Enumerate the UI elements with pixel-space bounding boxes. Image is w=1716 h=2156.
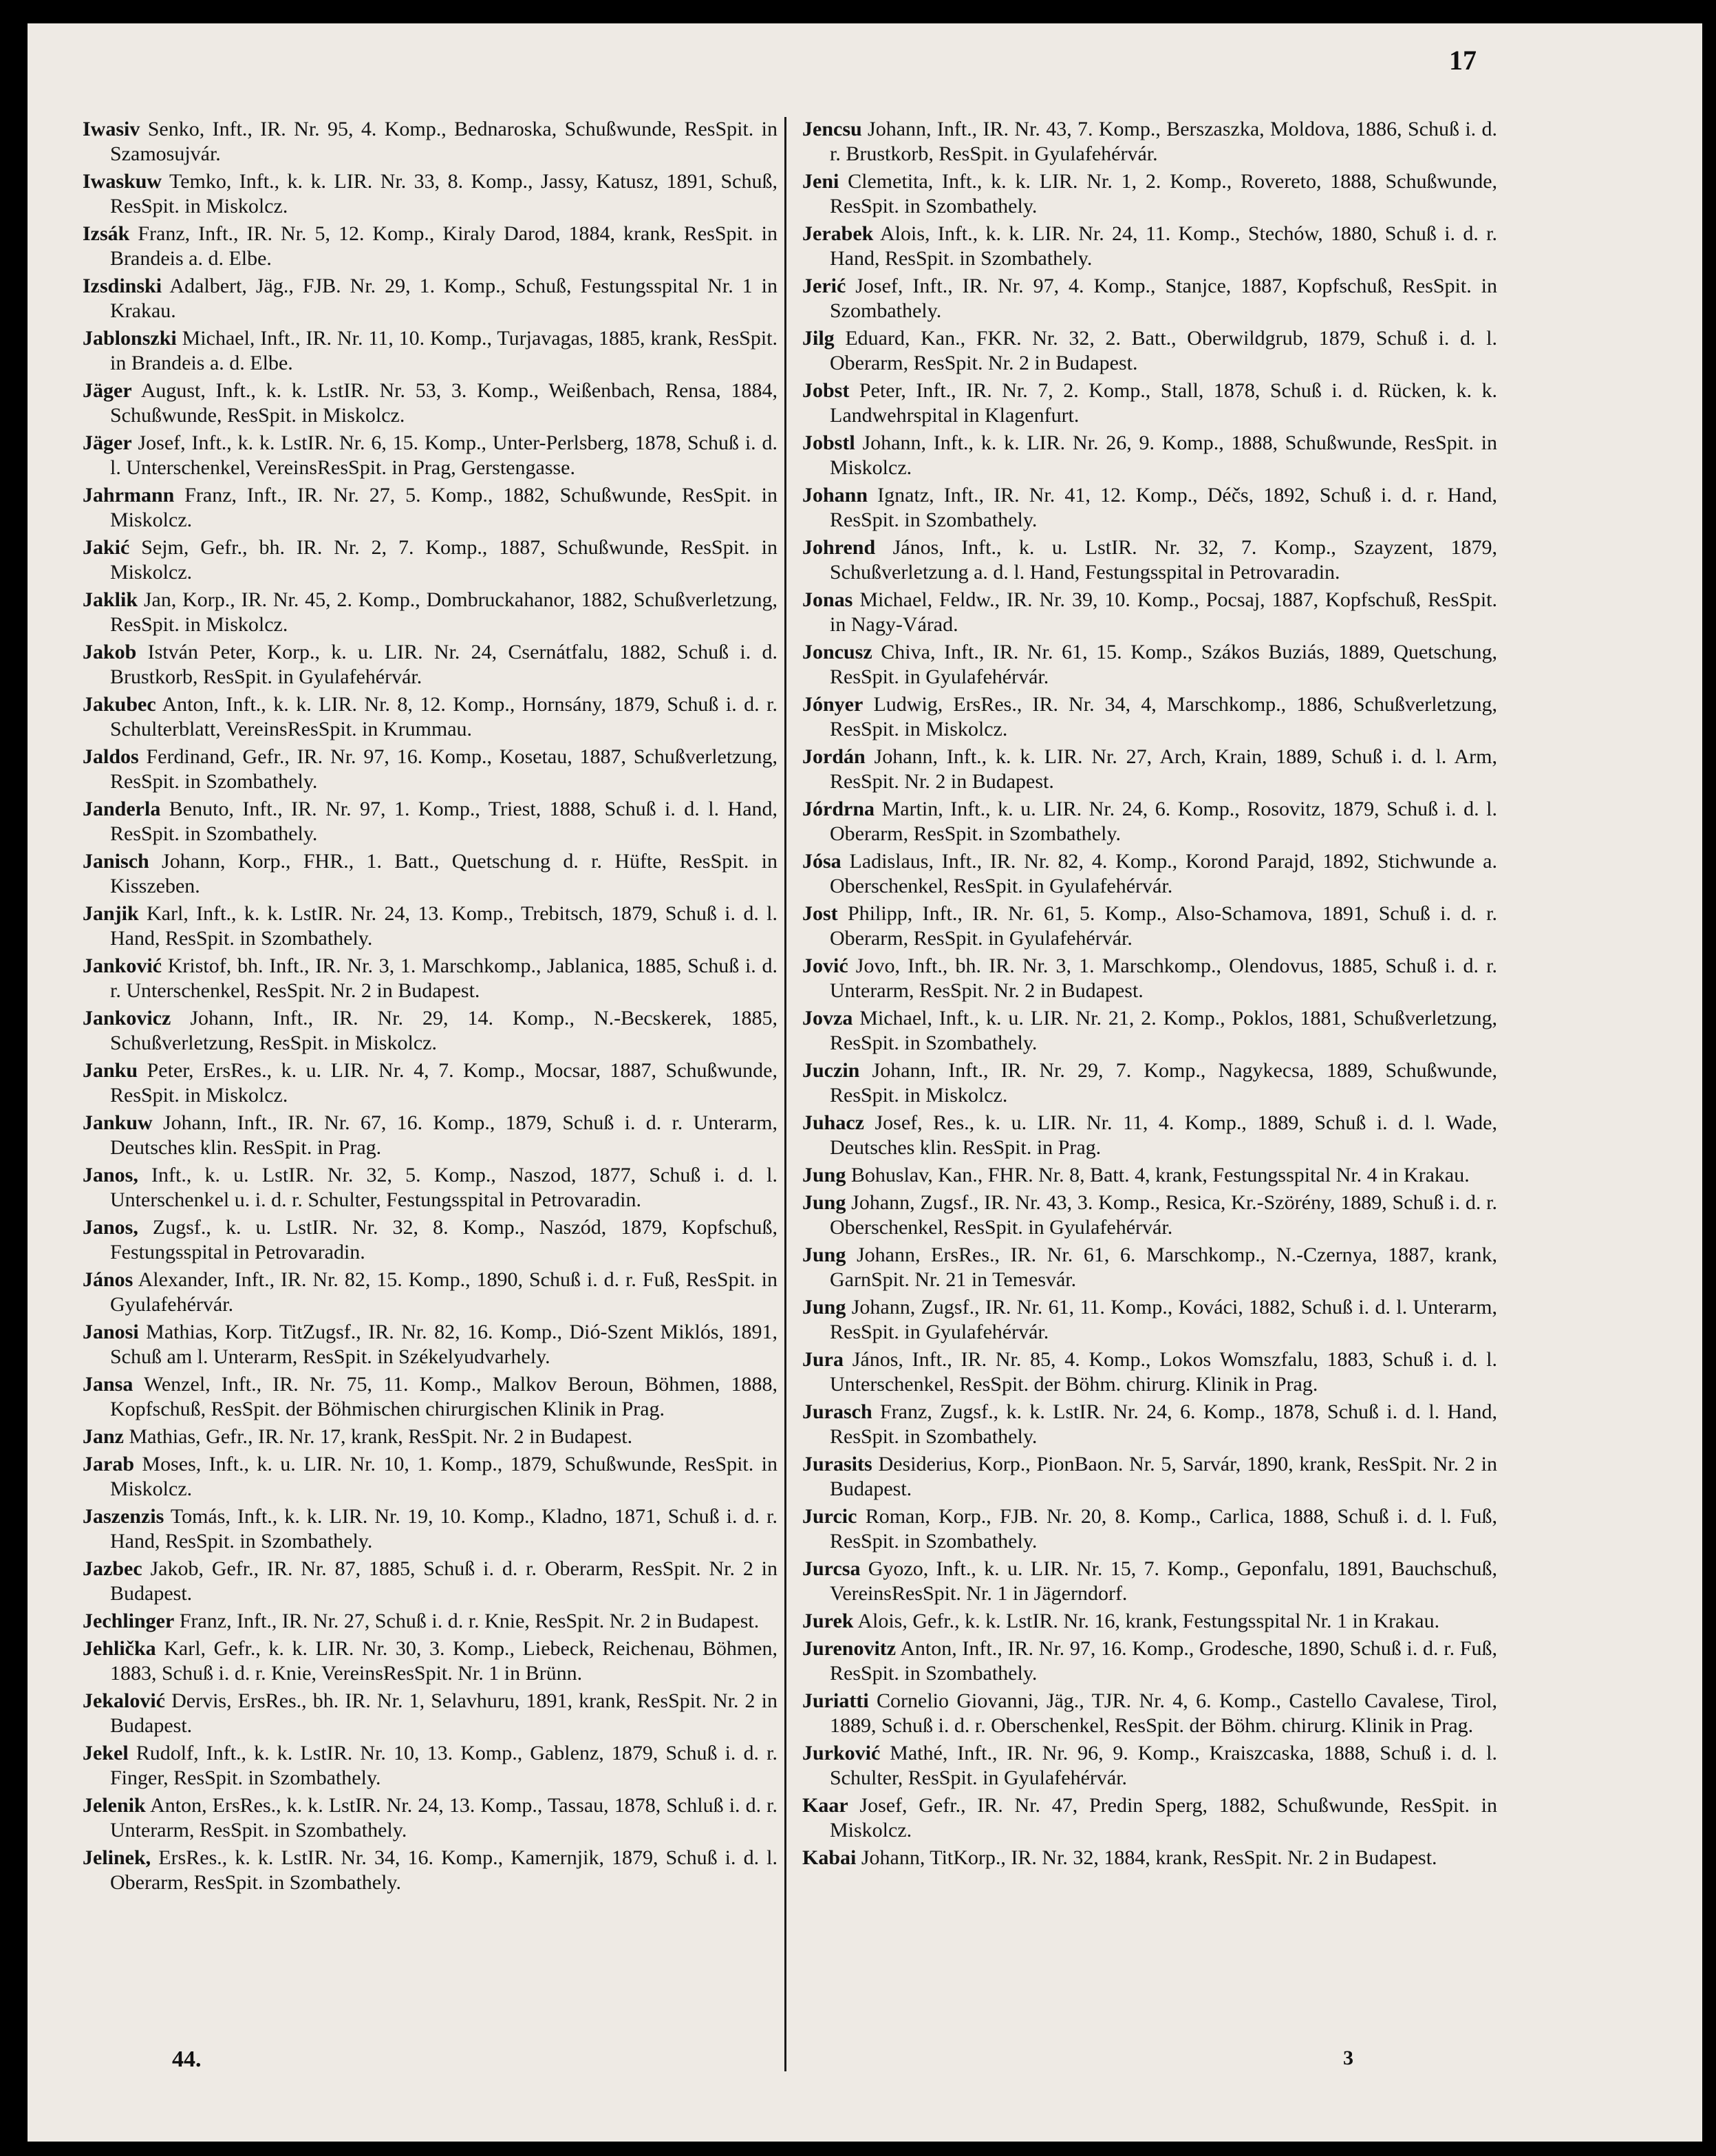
entry-name: Jurasch xyxy=(802,1400,872,1423)
entry-text: Johann, Inft., IR. Nr. 67, 16. Komp., 1879, Schuß i. d. r. Unterarm, Deutsches klin. ResSpit. in Prag. xyxy=(110,1111,778,1159)
entry-name: Jórdrna xyxy=(802,798,875,820)
entry-name: Janos, xyxy=(83,1164,138,1186)
entry-name: Jaklik xyxy=(83,588,138,611)
entry xyxy=(83,954,777,1003)
entry-text: Josef, Res., k. u. LIR. Nr. 11, 4. Komp., 1889, Schuß i. d. l. Wade, Deutsches klin. ResSpit. in Prag. xyxy=(830,1111,1497,1159)
entry xyxy=(83,1846,777,1895)
entry xyxy=(83,901,777,951)
entry-name: Juhacz xyxy=(802,1111,864,1134)
entry xyxy=(802,535,1497,585)
entry xyxy=(802,1400,1497,1449)
entry-name: Janosi xyxy=(83,1321,139,1343)
entry-text: Alexander, Inft., IR. Nr. 82, 15. Komp., 1890, Schuß i. d. r. Fuß, ResSpit. in Gyulafehérvár. xyxy=(110,1268,777,1316)
signature-mark: 44. xyxy=(172,2047,202,2072)
entry xyxy=(83,1741,777,1791)
entry-text: Clemetita, Inft., k. k. LIR. Nr. 1, 2. Komp., Rovereto, 1888, Schußwunde, ResSpit. in Szombathely. xyxy=(830,170,1498,217)
entry-name: Jakić xyxy=(83,536,130,559)
entry xyxy=(802,1846,1497,1870)
entry-text: Josef, Gefr., IR. Nr. 47, Predin Sperg, 1882, Schußwunde, ResSpit. in Miskolcz. xyxy=(830,1794,1498,1842)
entry-name: Jahrmann xyxy=(83,484,175,506)
entry-text: Alois, Gefr., k. k. LstIR. Nr. 16, krank, Festungsspital Nr. 1 in Krakau. xyxy=(857,1610,1440,1632)
entry xyxy=(83,1268,777,1317)
entry-text: Tomás, Inft., k. k. LIR. Nr. 19, 10. Komp., Kladno, 1871, Schuß i. d. r. Hand, ResSpit. in Szombathely. xyxy=(110,1505,777,1552)
entry xyxy=(802,222,1497,271)
entry-name: Jäger xyxy=(83,379,132,402)
entry-text: Michael, Inft., IR. Nr. 11, 10. Komp., Turjavagas, 1885, krank, ResSpit. in Brandeis a. d. Elbe. xyxy=(110,327,778,374)
entry xyxy=(83,378,777,428)
signature-number: 3 xyxy=(1343,2047,1353,2069)
entry-text: Johann, Korp., FHR., 1. Batt., Quetschung d. r. Hüfte, ResSpit. in Kisszeben. xyxy=(110,850,778,897)
entry-text: Jan, Korp., IR. Nr. 45, 2. Komp., Dombruckahanor, 1882, Schußverletzung, ResSpit. in Miskolcz. xyxy=(110,588,777,636)
entry-name: Janjik xyxy=(83,902,139,925)
entry-text: Temko, Inft., k. k. LIR. Nr. 33, 8. Komp., Jassy, Katusz, 1891, Schuß, ResSpit. in Miskolcz. xyxy=(110,170,777,217)
entry-text: Alois, Inft., k. k. LIR. Nr. 24, 11. Komp., Stechów, 1880, Schuß i. d. r. Hand, ResSpit. in Szombathely. xyxy=(830,222,1497,270)
entry-name: Jónyer xyxy=(802,693,864,716)
entry xyxy=(802,1111,1497,1160)
entry-name: Izsdinski xyxy=(83,275,162,297)
entry-name: Jehlička xyxy=(83,1637,156,1660)
entry-text: Johann, TitKorp., IR. Nr. 32, 1884, krank, ResSpit. Nr. 2 in Budapest. xyxy=(861,1846,1437,1869)
entry xyxy=(802,378,1497,428)
entry-text: Peter, Inft., IR. Nr. 7, 2. Komp., Stall, 1878, Schuß i. d. Rücken, k. k. Landwehrspital in Klagenfurt. xyxy=(830,379,1497,427)
entry xyxy=(802,1636,1497,1686)
entry-text: Eduard, Kan., FKR. Nr. 32, 2. Batt., Oberwildgrub, 1879, Schuß i. d. l. Oberarm, ResSpit. Nr. 2 in Budapest. xyxy=(830,327,1498,374)
entry xyxy=(83,640,777,690)
entry xyxy=(802,1557,1497,1606)
entry xyxy=(83,745,777,794)
entry-name: Iwasiv xyxy=(83,118,140,140)
entry-name: Jurcic xyxy=(802,1505,857,1528)
entry-text: August, Inft., k. k. LstIR. Nr. 53, 3. Komp., Weißenbach, Rensa, 1884, Schußwunde, ResSpit. in Miskolcz. xyxy=(110,379,777,427)
entry xyxy=(802,431,1497,480)
page-number: 17 xyxy=(1449,45,1477,76)
entry xyxy=(83,1163,777,1213)
entry-name: Jaldos xyxy=(83,745,139,768)
entry-text: ErsRes., k. k. LstIR. Nr. 34, 16. Komp., Kamernjik, 1879, Schuß i. d. l. Oberarm, ResSpit. in Szombathely. xyxy=(110,1846,777,1894)
entry-name: Jekel xyxy=(83,1742,129,1764)
entry-name: Jobstl xyxy=(802,431,855,454)
entry-text: Benuto, Inft., IR. Nr. 97, 1. Komp., Triest, 1888, Schuß i. d. l. Hand, ResSpit. in Szombathely. xyxy=(110,798,778,845)
entry-text: Karl, Gefr., k. k. LIR. Nr. 30, 3. Komp., Liebeck, Reichenau, Böhmen, 1883, Schuß i. d. r. Knie, VereinsResSpit. Nr. 1 in Brünn. xyxy=(110,1637,778,1685)
entry-name: Jakubec xyxy=(83,693,156,716)
entry xyxy=(83,1424,777,1449)
entry xyxy=(83,535,777,585)
entry-text: Adalbert, Jäg., FJB. Nr. 29, 1. Komp., Schuß, Festungsspital Nr. 1 in Krakau. xyxy=(110,275,777,322)
entry-name: Janisch xyxy=(83,850,149,873)
entry-name: Iwaskuw xyxy=(83,170,162,193)
entry-text: Chiva, Inft., IR. Nr. 61, 15. Komp., Szákos Buziás, 1889, Quetschung, ResSpit. in Gyulafehérvár. xyxy=(830,641,1498,688)
entry-name: Juczin xyxy=(802,1059,860,1082)
entry-text: Johann, Inft., k. k. LIR. Nr. 26, 9. Komp., 1888, Schußwunde, ResSpit. in Miskolcz. xyxy=(830,431,1498,479)
entry xyxy=(802,1347,1497,1397)
entry-text: Peter, ErsRes., k. u. LIR. Nr. 4, 7. Komp., Mocsar, 1887, Schußwunde, ResSpit. in Miskolcz. xyxy=(110,1059,778,1107)
entry-name: Juriatti xyxy=(802,1689,869,1712)
entry-text: Dervis, ErsRes., bh. IR. Nr. 1, Selavhuru, 1891, krank, ResSpit. Nr. 2 in Budapest. xyxy=(110,1689,777,1737)
entry-text: Mathé, Inft., IR. Nr. 96, 9. Komp., Kraiszcaska, 1888, Schuß i. d. l. Schulter, ResSpit. in Gyulafehérvár. xyxy=(830,1742,1498,1789)
entry-name: Jakob xyxy=(83,641,137,663)
entry xyxy=(802,1243,1497,1292)
entry-name: Janz xyxy=(83,1425,124,1448)
entry-text: Michael, Inft., k. u. LIR. Nr. 21, 2. Komp., Poklos, 1881, Schußverletzung, ResSpit. in Szombathely. xyxy=(830,1007,1498,1054)
entry-text: Martin, Inft., k. u. LIR. Nr. 24, 6. Komp., Rosovitz, 1879, Schuß i. d. l. Oberarm, ResSpit. in Szombathely. xyxy=(830,798,1497,845)
entry-text: Anton, ErsRes., k. k. LstIR. Nr. 24, 13. Komp., Tassau, 1878, Schluß i. d. r. Unterarm, ResSpit. in Szombathely. xyxy=(110,1794,777,1842)
entry-text: Inft., k. u. LstIR. Nr. 32, 5. Komp., Naszod, 1877, Schuß i. d. l. Unterschenkel u. i. d. r. Schulter, Festungsspital in Petrovaradin. xyxy=(110,1164,777,1211)
entry-text: Ferdinand, Gefr., IR. Nr. 97, 16. Komp., Kosetau, 1887, Schußverletzung, ResSpit. in Szombathely. xyxy=(110,745,777,793)
entry xyxy=(83,1636,777,1686)
entry-name: Jonas xyxy=(802,588,853,611)
document-page xyxy=(28,23,1702,2142)
entry-name: Jung xyxy=(802,1191,846,1214)
entry xyxy=(802,640,1497,690)
entry xyxy=(802,692,1497,742)
entry-text: Johann, Inft., IR. Nr. 29, 14. Komp., N.-Becskerek, 1885, Schußverletzung, ResSpit. in Miskolcz. xyxy=(110,1007,778,1054)
entry xyxy=(802,901,1497,951)
entry xyxy=(802,1006,1497,1056)
entry xyxy=(802,588,1497,637)
entry xyxy=(83,1320,777,1369)
entry xyxy=(83,326,777,376)
entry-text: Zugsf., k. u. LstIR. Nr. 32, 8. Komp., Naszód, 1879, Kopfschuß, Festungsspital in Petrovaradin. xyxy=(110,1216,777,1263)
entry-name: Jung xyxy=(802,1296,846,1319)
entry-name: Jung xyxy=(802,1164,846,1186)
entry-text: Roman, Korp., FJB. Nr. 20, 8. Komp., Carlica, 1888, Schuß i. d. l. Fuß, ResSpit. in Szombathely. xyxy=(830,1505,1498,1552)
entry-text: Johann, Zugsf., IR. Nr. 61, 11. Komp., Kováci, 1882, Schuß i. d. l. Unterarm, ResSpit. in Gyulafehérvár. xyxy=(830,1296,1497,1343)
entry xyxy=(83,1609,777,1634)
entry xyxy=(83,431,777,480)
entry-text: Franz, Inft., IR. Nr. 27, Schuß i. d. r. Knie, ResSpit. Nr. 2 in Budapest. xyxy=(179,1610,760,1632)
entry-name: Janderla xyxy=(83,798,161,820)
entry-name: Jekalović xyxy=(83,1689,165,1712)
entry xyxy=(83,692,777,742)
entry xyxy=(83,1058,777,1108)
entry xyxy=(83,1557,777,1606)
entry-name: Jović xyxy=(802,954,848,977)
entry-name: Janos, xyxy=(83,1216,138,1239)
entry-text: Josef, Inft., IR. Nr. 97, 4. Komp., Stanjce, 1887, Kopfschuß, ResSpit. in Szombathely. xyxy=(830,275,1497,322)
entry xyxy=(83,1689,777,1738)
entry xyxy=(83,849,777,899)
entry xyxy=(802,117,1497,167)
entry-name: Jelenik xyxy=(83,1794,146,1817)
entry-name: Jordán xyxy=(802,745,866,768)
entry xyxy=(83,1372,777,1422)
entry xyxy=(802,954,1497,1003)
entry xyxy=(802,797,1497,846)
entry-text: Mathias, Gefr., IR. Nr. 17, krank, ResSpit. Nr. 2 in Budapest. xyxy=(129,1425,633,1448)
entry-text: Michael, Feldw., IR. Nr. 39, 10. Komp., Pocsaj, 1887, Kopfschuß, ResSpit. in Nagy-Várad. xyxy=(830,588,1497,636)
entry-text: János, Inft., k. u. LstIR. Nr. 32, 7. Komp., Szayzent, 1879, Schußverletzung a. d. l. Hand, Festungsspital in Petrovaradin. xyxy=(830,536,1497,584)
entry-text: Ignatz, Inft., IR. Nr. 41, 12. Komp., Déčs, 1892, Schuß i. d. r. Hand, ResSpit. in Szombathely. xyxy=(830,484,1497,531)
entry-name: Jelinek, xyxy=(83,1846,151,1869)
entry xyxy=(802,1689,1497,1738)
entry xyxy=(802,169,1497,219)
entry-text: Desiderius, Korp., PionBaon. Nr. 5, Sarvár, 1890, krank, ResSpit. Nr. 2 in Budapest. xyxy=(830,1453,1498,1500)
entry-text: Johann, Zugsf., IR. Nr. 43, 3. Komp., Resica, Kr.-Szörény, 1889, Schuß i. d. r. Oberschenkel, ResSpit. in Gyulafehérvár. xyxy=(830,1191,1497,1239)
entry-text: Jovo, Inft., bh. IR. Nr. 3, 1. Marschkomp., Olendovus, 1885, Schuß i. d. r. Unterarm, ResSpit. Nr. 2 in Budapest. xyxy=(830,954,1497,1002)
entry-name: Jurek xyxy=(802,1610,854,1632)
entry-name: Jurasits xyxy=(802,1453,872,1475)
entry xyxy=(802,326,1497,376)
entry-text: Wenzel, Inft., IR. Nr. 75, 11. Komp., Malkov Beroun, Böhmen, 1888, Kopfschuß, ResSpit. der Böhmischen chirurgischen Klinik in Prag. xyxy=(110,1373,777,1420)
entry xyxy=(802,1452,1497,1502)
entry xyxy=(802,1191,1497,1240)
entry-text: Bohuslav, Kan., FHR. Nr. 8, Batt. 4, krank, Festungsspital Nr. 4 in Krakau. xyxy=(850,1164,1470,1186)
entry-name: Joncusz xyxy=(802,641,872,663)
entry-text: Karl, Inft., k. k. LstIR. Nr. 24, 13. Komp., Trebitsch, 1879, Schuß i. d. l. Hand, ResSpit. in Szombathely. xyxy=(110,902,778,950)
entry-name: Jechlinger xyxy=(83,1610,175,1632)
entry xyxy=(83,588,777,637)
entry-text: Johann, Inft., k. k. LIR. Nr. 27, Arch, Krain, 1889, Schuß i. d. l. Arm, ResSpit. Nr. 2 in Budapest. xyxy=(830,745,1497,793)
entry-text: Rudolf, Inft., k. k. LstIR. Nr. 10, 13. Komp., Gablenz, 1879, Schuß i. d. r. Finger, ResSpit. in Szombathely. xyxy=(110,1742,778,1789)
entry-name: Janku xyxy=(83,1059,138,1082)
entry-text: Anton, Inft., k. k. LIR. Nr. 8, 12. Komp., Hornsány, 1879, Schuß i. d. r. Schulterblatt, VereinsResSpit. in Krummau. xyxy=(110,693,777,740)
entry-name: Jurcsa xyxy=(802,1557,861,1580)
entry-name: Jung xyxy=(802,1244,846,1266)
entry xyxy=(802,274,1497,323)
entry-text: Franz, Inft., IR. Nr. 27, 5. Komp., 1882, Schußwunde, ResSpit. in Miskolcz. xyxy=(110,484,778,531)
entry-text: Johann, Inft., IR. Nr. 29, 7. Komp., Nagykecsa, 1889, Schußwunde, ResSpit. in Miskolcz. xyxy=(830,1059,1498,1107)
entry-name: Jankovicz xyxy=(83,1007,171,1029)
entry-name: Jovza xyxy=(802,1007,853,1029)
entry xyxy=(83,797,777,846)
entry-text: Anton, Inft., IR. Nr. 97, 16. Komp., Grodesche, 1890, Schuß i. d. r. Fuß, ResSpit. in Szombathely. xyxy=(830,1637,1497,1685)
entry-name: János xyxy=(83,1268,133,1291)
entry-name: Kaar xyxy=(802,1794,848,1817)
entry xyxy=(802,1058,1497,1108)
entry xyxy=(802,1741,1497,1791)
entry-text: Cornelio Giovanni, Jäg., TJR. Nr. 4, 6. Komp., Castello Cavalese, Tirol, 1889, Schuß i. d. r. Oberschenkel, ResSpit. der Böhm. chirurg. Klinik in Prag. xyxy=(830,1689,1497,1737)
entry-text: János, Inft., IR. Nr. 85, 4. Komp., Lokos Womszfalu, 1883, Schuß i. d. l. Unterschenkel, ResSpit. der Böhm. chirurg. Klinik in Prag. xyxy=(830,1348,1497,1396)
entry-name: Jäger xyxy=(83,431,132,454)
entry-name: Jilg xyxy=(802,327,835,350)
entry-text: Kristof, bh. Inft., IR. Nr. 3, 1. Marschkomp., Jablanica, 1885, Schuß i. d. r. Unterschenkel, ResSpit. Nr. 2 in Budapest. xyxy=(110,954,778,1002)
entry xyxy=(802,745,1497,794)
entry xyxy=(802,1163,1497,1188)
entry xyxy=(83,1111,777,1160)
left-column xyxy=(83,117,777,1898)
entry xyxy=(83,1793,777,1843)
entry-name: Johrend xyxy=(802,536,876,559)
entry-name: Janković xyxy=(83,954,162,977)
entry-name: Jobst xyxy=(802,379,850,402)
entry-name: Jansa xyxy=(83,1373,133,1396)
entry xyxy=(802,849,1497,899)
entry-name: Jurenovitz xyxy=(802,1637,897,1660)
entry-text: Philipp, Inft., IR. Nr. 61, 5. Komp., Also-Schamova, 1891, Schuß i. d. r. Oberarm, ResSpit. in Gyulafehérvár. xyxy=(830,902,1497,950)
entry-text: Ludwig, ErsRes., IR. Nr. 34, 4, Marschkomp., 1886, Schußverletzung, ResSpit. in Miskolcz. xyxy=(830,693,1497,740)
entry-name: Izsák xyxy=(83,222,130,245)
entry-text: Ladislaus, Inft., IR. Nr. 82, 4. Komp., Korond Parajd, 1892, Stichwunde a. Oberschenkel, ResSpit. in Gyulafehérvár. xyxy=(830,850,1497,897)
entry xyxy=(83,1215,777,1265)
entry xyxy=(83,274,777,323)
entry-name: Jeni xyxy=(802,170,839,193)
entry-name: Jerabek xyxy=(802,222,874,245)
entry-name: Jura xyxy=(802,1348,844,1371)
entry-name: Jencsu xyxy=(802,118,862,140)
entry-text: Johann, Inft., IR. Nr. 43, 7. Komp., Berszaszka, Moldova, 1886, Schuß i. d. r. Brustkorb, ResSpit. in Gyulafehérvár. xyxy=(830,118,1497,165)
entry xyxy=(83,1452,777,1502)
entry xyxy=(802,1793,1497,1843)
entry-name: Jarab xyxy=(83,1453,134,1475)
entry xyxy=(83,169,777,219)
entry xyxy=(802,1295,1497,1345)
entry-text: Mathias, Korp. TitZugsf., IR. Nr. 82, 16. Komp., Dió-Szent Miklós, 1891, Schuß am l. Unterarm, ResSpit. in Székelyudvarhely. xyxy=(110,1321,777,1368)
entry xyxy=(802,1504,1497,1554)
entry xyxy=(802,1609,1497,1634)
entry-name: Jurković xyxy=(802,1742,881,1764)
entry-text: Josef, Inft., k. k. LstIR. Nr. 6, 15. Komp., Unter-Perlsberg, 1878, Schuß i. d. l. Unterschenkel, VereinsResSpit. in Prag, Gerstengasse. xyxy=(110,431,777,479)
entry-name: Kabai xyxy=(802,1846,857,1869)
entry-text: Senko, Inft., IR. Nr. 95, 4. Komp., Bednaroska, Schußwunde, ResSpit. in Szamosujvár. xyxy=(110,118,778,165)
entry-text: Gyozo, Inft., k. u. LIR. Nr. 15, 7. Komp., Geponfalu, 1891, Bauchschuß, VereinsResSpit. Nr. 1 in Jägerndorf. xyxy=(830,1557,1498,1605)
right-column xyxy=(802,117,1497,1873)
entry-name: Jaszenzis xyxy=(83,1505,164,1528)
entry xyxy=(83,117,777,167)
entry xyxy=(83,222,777,271)
entry-text: Franz, Inft., IR. Nr. 5, 12. Komp., Kiraly Darod, 1884, krank, ResSpit. in Brandeis a. d. Elbe. xyxy=(110,222,778,270)
entry-text: István Peter, Korp., k. u. LIR. Nr. 24, Csernátfalu, 1882, Schuß i. d. Brustkorb, ResSpit. in Gyulafehérvár. xyxy=(110,641,778,688)
entry-text: Sejm, Gefr., bh. IR. Nr. 2, 7. Komp., 1887, Schußwunde, ResSpit. in Miskolcz. xyxy=(110,536,777,584)
entry-text: Franz, Zugsf., k. k. LstIR. Nr. 24, 6. Komp., 1878, Schuß i. d. l. Hand, ResSpit. in Szombathely. xyxy=(830,1400,1498,1448)
entry-text: Jakob, Gefr., IR. Nr. 87, 1885, Schuß i. d. r. Oberarm, ResSpit. Nr. 2 in Budapest. xyxy=(110,1557,777,1605)
entry-name: Jerić xyxy=(802,275,846,297)
entry xyxy=(83,1006,777,1056)
entry-text: Johann, ErsRes., IR. Nr. 61, 6. Marschkomp., N.-Czernya, 1887, krank, GarnSpit. Nr. 21 in Temesvár. xyxy=(830,1244,1497,1291)
column-divider xyxy=(784,117,786,2071)
entry-name: Jazbec xyxy=(83,1557,142,1580)
entry-name: Jankuw xyxy=(83,1111,153,1134)
entry-name: Jósa xyxy=(802,850,841,873)
entry-name: Johann xyxy=(802,484,868,506)
entry xyxy=(802,483,1497,533)
entry-text: Moses, Inft., k. u. LIR. Nr. 10, 1. Komp., 1879, Schußwunde, ResSpit. in Miskolcz. xyxy=(110,1453,778,1500)
entry xyxy=(83,1504,777,1554)
entry-name: Jablonszki xyxy=(83,327,177,350)
entry-name: Jost xyxy=(802,902,838,925)
entry xyxy=(83,483,777,533)
